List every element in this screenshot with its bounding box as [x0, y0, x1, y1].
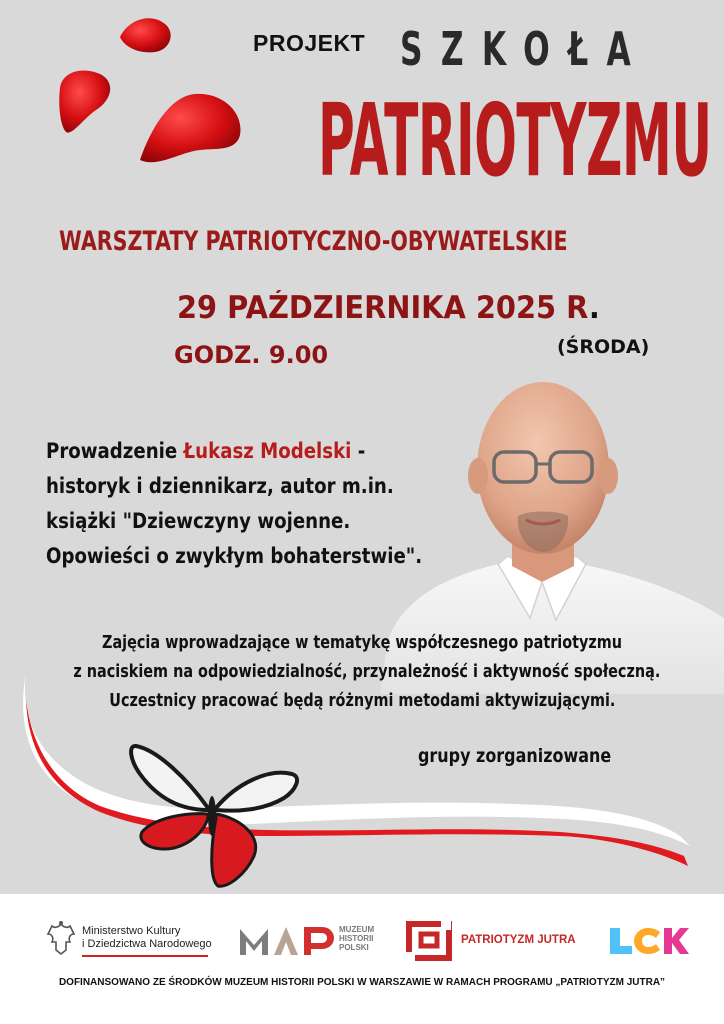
- ministry-line-2: i Dziedzictwa Narodowego: [82, 938, 212, 950]
- patriotyzm-jutra-logo-text: PATRIOTYZM JUTRA: [461, 934, 576, 946]
- patriotyzmu-title: PATRIOTYZMU: [318, 82, 712, 199]
- event-hour: GODZ. 9.00: [174, 341, 329, 369]
- footer-logos-bar: [0, 894, 724, 1024]
- bio-line-3: książki "Dziewczyny wojenne.: [46, 509, 351, 534]
- butterfly-upper-left-wing: [131, 746, 208, 810]
- butterfly-body: [208, 796, 216, 836]
- description-line-3: Uczestnicy pracować będą różnymi metodami aktywizującymi.: [108, 690, 616, 711]
- workshop-description: [0, 628, 724, 715]
- bio-prefix: Prowadzenie: [46, 439, 184, 464]
- groups-note: grupy zorganizowane: [418, 745, 612, 767]
- description-line-1: Zajęcia wprowadzające w tematykę współczesnego patriotyzmu: [101, 632, 623, 653]
- ribbon-red: [26, 700, 688, 866]
- ministry-logo-text: [82, 925, 212, 951]
- butterfly-upper-right-wing: [216, 773, 297, 811]
- patriotyzm-jutra-logo-icon: [405, 920, 453, 962]
- bio-line-1: [46, 434, 422, 469]
- petal-2: [59, 70, 110, 132]
- right-ear: [598, 458, 618, 494]
- event-date: [177, 290, 600, 326]
- petal-1: [120, 18, 171, 52]
- bio-line-4: Opowieści o zwykłym bohaterstwie".: [46, 544, 423, 569]
- butterfly-lower-right-wing: [212, 814, 256, 886]
- butterfly-lower-left-wing: [141, 814, 208, 849]
- muzeum-line-3: POLSKI: [339, 943, 369, 952]
- bio-dash: -: [351, 439, 366, 464]
- bio-line-2: historyk i dziennikarz, autor m.in.: [46, 474, 394, 499]
- workshop-subtitle: WARSZTATY PATRIOTYCZNO-OBYWATELSKIE: [59, 226, 568, 257]
- speaker-name: Łukasz Modelski: [183, 439, 352, 464]
- left-ear: [468, 458, 488, 494]
- muzeum-line-1: MUZEUM: [339, 925, 375, 934]
- event-date-text: 29 PAŹDZIERNIKA 2025 R: [177, 290, 589, 326]
- petal-3: [140, 94, 240, 162]
- muzeum-historii-polski-logo: [238, 925, 336, 957]
- butterfly-icon: [128, 740, 302, 890]
- funding-note: DOFINANSOWANO ZE ŚRODKÓW MUZEUM HISTORII POLSKI W WARSZAWIE W RAMACH PROGRAMU „PATRIOTYZM JUTRA”: [58, 977, 666, 988]
- projekt-label: PROJEKT: [253, 30, 366, 56]
- szkola-title: SZKOŁA: [400, 22, 650, 76]
- event-weekday: (ŚRODA): [557, 336, 650, 358]
- polish-eagle-icon: [44, 920, 78, 958]
- muzeum-line-2: HISTORII: [339, 934, 374, 943]
- ministry-line-1: Ministerstwo Kultury: [82, 925, 181, 937]
- ministry-red-underline: [82, 955, 208, 957]
- rose-petals-decoration: [0, 0, 260, 180]
- speaker-bio: [46, 434, 422, 574]
- event-date-dot: .: [588, 290, 600, 326]
- lck-logo: [608, 926, 690, 956]
- description-line-2: z naciskiem na odpowiedzialność, przynależność i aktywność społeczną.: [73, 661, 661, 682]
- muzeum-logo-text: [339, 925, 374, 952]
